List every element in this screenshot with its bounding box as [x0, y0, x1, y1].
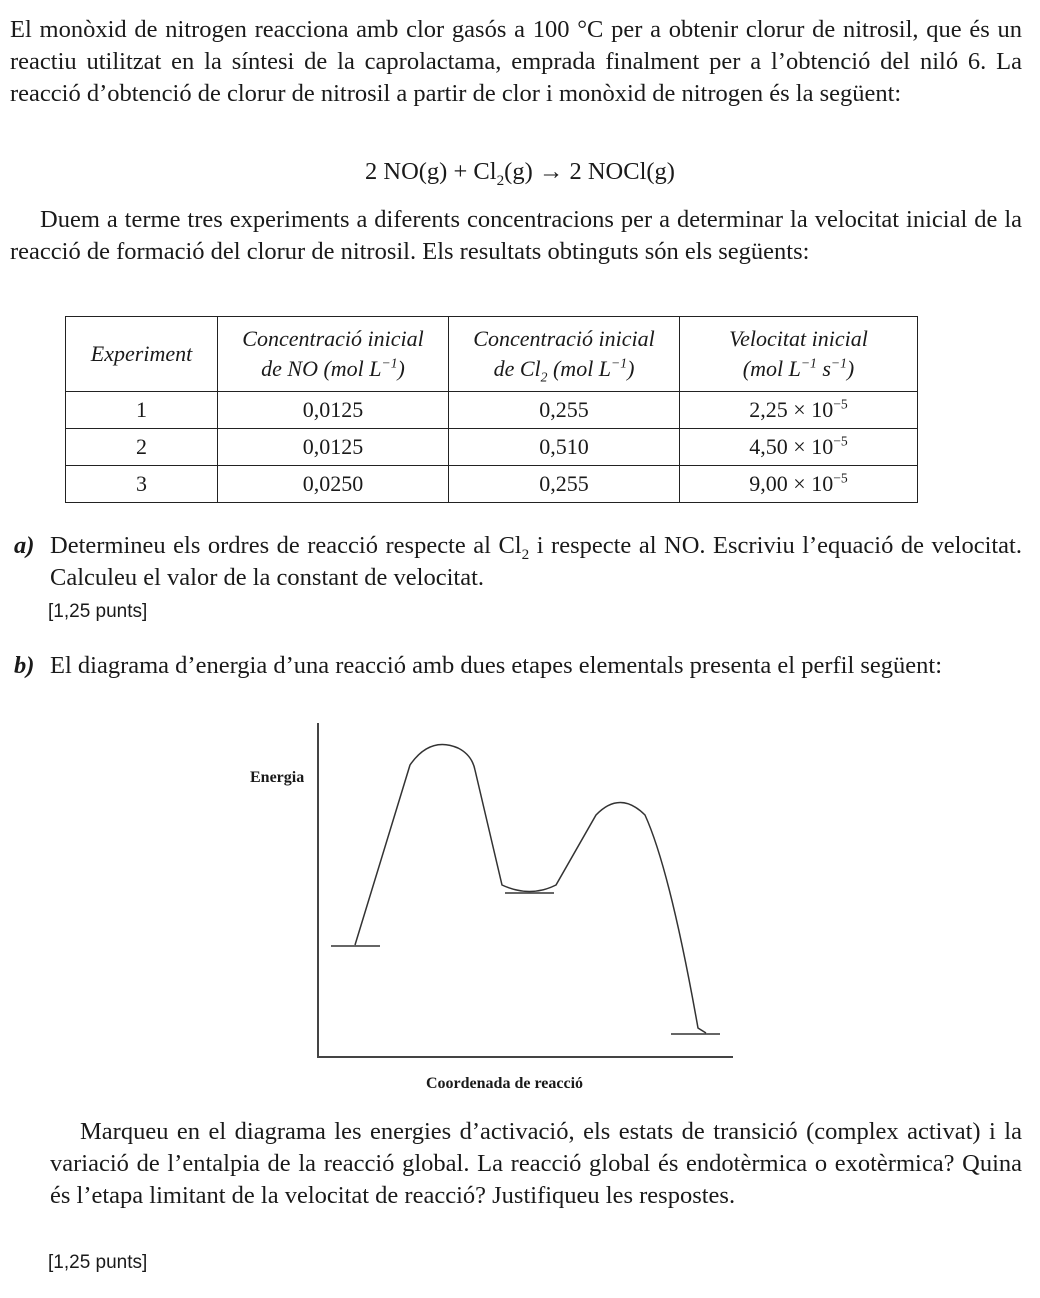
cell-no: 0,0250 [218, 466, 449, 503]
header-experiment: Experiment [66, 317, 218, 392]
cell-no: 0,0125 [218, 429, 449, 466]
question-a-points: [1,25 punts] [48, 601, 148, 622]
header-no-concentration: Concentració inicial de NO (mol $L^{-1}$) [218, 317, 449, 392]
cell-rate: $4,50 \times 10^{-5}$ [680, 429, 918, 466]
cell-cl: 0,255 [449, 392, 680, 429]
cell-experiment: 2 [66, 429, 218, 466]
question-b-points: [1,25 punts] [48, 1252, 148, 1273]
cell-cl: 0,255 [449, 466, 680, 503]
diagram-axes [318, 723, 733, 1057]
cell-no: 0,0125 [218, 392, 449, 429]
question-a-label: a) [14, 532, 35, 559]
equation-subscript: 2 [496, 171, 505, 189]
equation-left-state: (g) [504, 158, 533, 185]
energy-profile-curve [355, 744, 706, 1033]
question-b-text: El diagrama d’energia d’una reacció amb dues etapes elementals presenta el perfil següent: [50, 652, 943, 679]
equation-left: 2 NO(g) + Cl [365, 158, 497, 185]
cell-rate: $2,25 \times 10^{-5}$ [680, 392, 918, 429]
cell-rate: $9,00 \times 10^{-5}$ [680, 466, 918, 503]
experiments-paragraph: Duem a terme tres experiments a diferents concentracions per a determinar la velocitat inicial de la reacció de formació del clorur de nitrosil. Els resultats obtinguts són els següents: [10, 206, 1022, 265]
cell-cl: 0,510 [449, 429, 680, 466]
header-initial-rate: Velocitat inicial (mol $L^{-1}$ $s^{-1}$) [680, 317, 918, 392]
header-cl-concentration: Concentració inicial de $Cl_2$ (mol $L^{-1}$) [449, 317, 680, 392]
diagram-y-label: Energia [250, 769, 305, 786]
cell-experiment: 1 [66, 392, 218, 429]
equation-right: 2 NOCl(g) [569, 158, 675, 185]
question-b-label: b) [14, 652, 35, 679]
intro-paragraph: El monòxid de nitrogen reacciona amb clor gasós a 100 °C per a obtenir clorur de nitrosil, que és un reactiu utilitzat en la síntesi de la caprolactama, emprada finalment per a l’obtenció del niló 6. La reacció d’obtenció de clorur de nitrosil a partir de clor i monòxid de nitrogen és la següent: [10, 16, 1022, 107]
equation-arrow: → [538, 158, 564, 185]
question-a-text: Determineu els ordres de reacció respecte al $Cl_2$ i respecte al NO. Escriviu l’equació de velocitat. Calculeu el valor de la constant de velocitat. [50, 532, 1022, 591]
cell-experiment: 3 [66, 466, 218, 503]
mark-paragraph: Marqueu en el diagrama les energies d’activació, els estats de transició (complex activat) i la variació de l’entalpia de la reacció global. La reacció global és endotèrmica o exotèrmica? Quina és l’etapa limitant de la velocitat de reacció? Justifiqueu les respostes. [50, 1118, 1022, 1209]
diagram-x-label: Coordenada de reacció [426, 1075, 584, 1092]
